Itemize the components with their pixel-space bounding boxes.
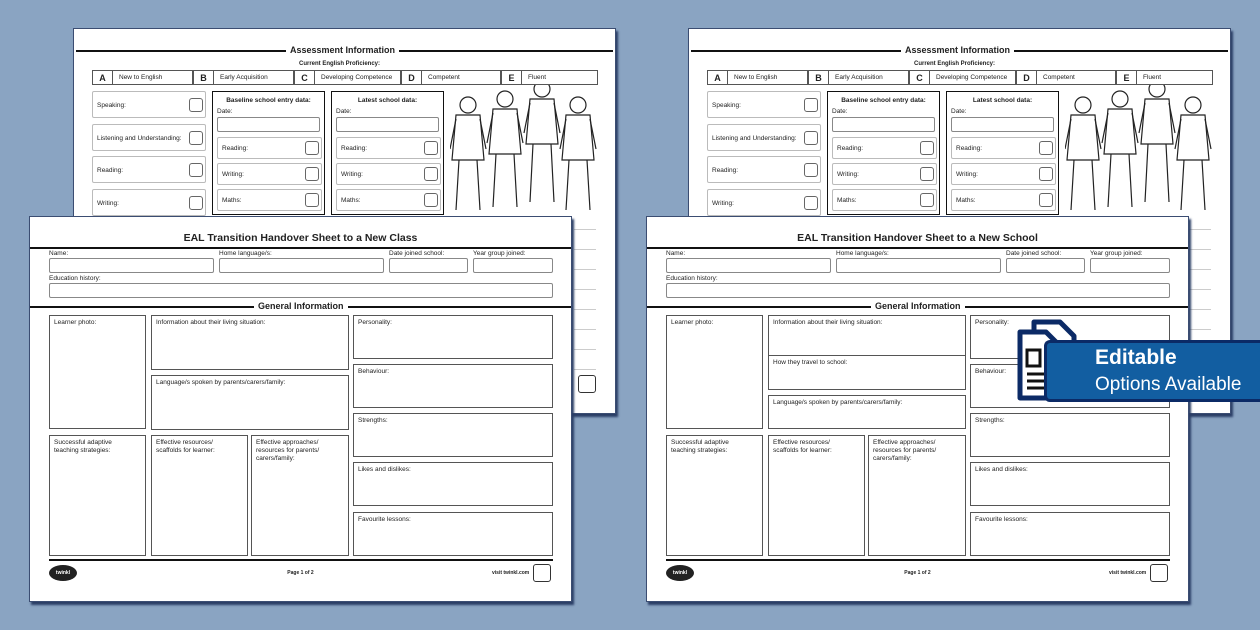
subject-row <box>336 137 441 159</box>
subject-checkbox[interactable] <box>305 193 319 207</box>
baseline-data-box <box>827 91 940 215</box>
right-box[interactable] <box>353 462 553 506</box>
proficiency-label: Current English Proficiency: <box>914 61 996 67</box>
field-input[interactable] <box>1090 258 1170 273</box>
middle-box[interactable] <box>151 315 349 370</box>
field-input[interactable] <box>836 258 1001 273</box>
subject-row <box>951 163 1056 185</box>
bottom-box-label: Successful adaptive teaching strategies: <box>54 439 112 454</box>
level-label: New to English <box>119 74 163 81</box>
bottom-box[interactable] <box>768 435 865 556</box>
level-letter: A <box>708 71 728 84</box>
level-label: New to English <box>734 74 778 81</box>
subject-label: Maths: <box>222 197 242 204</box>
subject-label: Maths: <box>341 197 361 204</box>
children-illustration <box>450 85 600 217</box>
field-label: Date joined school: <box>389 250 445 257</box>
level-label: Early Acquisition <box>220 74 268 81</box>
subject-checkbox[interactable] <box>1039 141 1053 155</box>
date-input[interactable] <box>217 117 320 132</box>
education-history-input[interactable] <box>666 283 1170 298</box>
level-letter: E <box>1117 71 1137 84</box>
subject-checkbox[interactable] <box>920 141 934 155</box>
proficiency-level <box>1116 70 1213 85</box>
handover-sheet <box>29 216 572 602</box>
date-label: Date: <box>832 108 848 115</box>
proficiency-label: Current English Proficiency: <box>299 61 381 67</box>
twinkl-logo: twinkl <box>666 565 694 581</box>
subject-row <box>336 189 441 211</box>
right-box[interactable] <box>353 315 553 359</box>
twinkl-seal <box>578 375 596 393</box>
subject-row <box>217 189 322 211</box>
middle-box-label: Language/s spoken by parents/carers/family: <box>156 379 286 386</box>
handover-sheet <box>646 216 1189 602</box>
subject-label: Reading: <box>956 145 983 152</box>
assessment-heading: Assessment Information <box>901 45 1014 55</box>
general-information-heading: General Information <box>871 301 965 311</box>
editable-options-badge[interactable] <box>1044 340 1260 402</box>
middle-box-label: How they travel to school: <box>773 359 848 366</box>
subject-label: Writing: <box>837 171 859 178</box>
proficiency-level <box>808 70 909 85</box>
field-input[interactable] <box>1006 258 1085 273</box>
children-illustration <box>1065 85 1215 217</box>
latest-data-box <box>331 91 444 215</box>
date-label: Date: <box>217 108 233 115</box>
skill-label: Writing: <box>97 200 119 207</box>
middle-box[interactable] <box>768 395 966 429</box>
date-label: Date: <box>951 108 967 115</box>
badge-line1: Editable <box>1095 346 1177 369</box>
proficiency-level <box>401 70 501 85</box>
date-label: Date: <box>336 108 352 115</box>
right-box-label: Favourite lessons: <box>975 516 1028 523</box>
date-input[interactable] <box>951 117 1054 132</box>
right-box-label: Strengths: <box>975 417 1005 424</box>
writing-line <box>1189 249 1211 250</box>
field-input[interactable] <box>473 258 553 273</box>
skill-row <box>92 156 206 183</box>
baseline-data-box <box>212 91 325 215</box>
bottom-box-label: Successful adaptive teaching strategies: <box>671 439 729 454</box>
learner-photo-box-label: Learner photo: <box>671 319 714 326</box>
skill-label: Speaking: <box>712 102 741 109</box>
proficiency-level <box>294 70 401 85</box>
middle-box-label: Information about their living situation: <box>156 319 266 326</box>
skill-checkbox[interactable] <box>804 163 818 177</box>
writing-line <box>574 269 596 270</box>
subject-checkbox[interactable] <box>920 193 934 207</box>
bottom-box[interactable] <box>868 435 966 556</box>
right-box-label: Behaviour: <box>975 368 1007 375</box>
page-number: Page 1 of 2 <box>904 570 931 576</box>
subject-label: Reading: <box>837 145 864 152</box>
subject-label: Maths: <box>956 197 976 204</box>
field-label: Name: <box>666 250 686 257</box>
bottom-box-label: Effective resources/ scaffolds for learner: <box>156 439 215 454</box>
bottom-box-label: Effective approaches/ resources for parents/ carers/family: <box>873 439 937 462</box>
footer-rule <box>666 559 1170 561</box>
subject-checkbox[interactable] <box>305 141 319 155</box>
subject-checkbox[interactable] <box>1039 167 1053 181</box>
field-input[interactable] <box>219 258 384 273</box>
right-box[interactable] <box>353 512 553 556</box>
field-input[interactable] <box>389 258 468 273</box>
proficiency-level <box>707 70 808 85</box>
level-label: Early Acquisition <box>835 74 883 81</box>
skill-checkbox[interactable] <box>804 98 818 112</box>
education-history-label: Education history: <box>49 275 101 282</box>
general-information-heading: General Information <box>254 301 348 311</box>
site-link[interactable]: visit twinkl.com <box>1109 570 1147 576</box>
skill-label: Listening and Understanding: <box>97 135 182 142</box>
writing-line <box>574 349 596 350</box>
right-box-label: Personality: <box>975 319 1009 326</box>
field-input[interactable] <box>49 258 214 273</box>
skill-label: Reading: <box>97 167 124 174</box>
level-letter: C <box>295 71 315 84</box>
education-history-label: Education history: <box>666 275 718 282</box>
subject-label: Writing: <box>341 171 363 178</box>
field-label: Year group joined: <box>473 250 526 257</box>
twinkl-seal <box>1150 564 1168 582</box>
writing-line <box>1189 269 1211 270</box>
date-input[interactable] <box>832 117 935 132</box>
subject-label: Writing: <box>956 171 978 178</box>
badge-line2: Options Available <box>1095 374 1242 395</box>
level-letter: E <box>502 71 522 84</box>
field-input[interactable] <box>666 258 831 273</box>
sheet-title: EAL Transition Handover Sheet to a New School <box>797 232 1038 244</box>
level-label: Developing Competence <box>936 74 1008 81</box>
skill-checkbox[interactable] <box>189 163 203 177</box>
proficiency-level <box>193 70 294 85</box>
subject-row <box>217 137 322 159</box>
bottom-box-label: Effective resources/ scaffolds for learner: <box>773 439 832 454</box>
subject-row <box>832 137 937 159</box>
level-letter: B <box>194 71 214 84</box>
title-rule <box>647 247 1188 249</box>
level-label: Fluent <box>1143 74 1162 81</box>
right-box-label: Personality: <box>358 319 392 326</box>
skill-label: Reading: <box>712 167 739 174</box>
middle-box[interactable] <box>768 315 966 357</box>
right-box-label: Strengths: <box>358 417 388 424</box>
field-label: Date joined school: <box>1006 250 1062 257</box>
date-input[interactable] <box>336 117 439 132</box>
level-label: Competent <box>428 74 460 81</box>
level-letter: D <box>402 71 422 84</box>
writing-line <box>1189 289 1211 290</box>
learner-photo-box-label: Learner photo: <box>54 319 97 326</box>
footer-rule <box>49 559 553 561</box>
proficiency-level <box>1016 70 1116 85</box>
skill-checkbox[interactable] <box>189 98 203 112</box>
subject-label: Writing: <box>222 171 244 178</box>
baseline-data-title: Baseline school entry data: <box>226 97 311 104</box>
skill-checkbox[interactable] <box>804 131 818 145</box>
right-box[interactable] <box>353 364 553 408</box>
twinkl-logo: twinkl <box>49 565 77 581</box>
subject-row <box>217 163 322 185</box>
bottom-box[interactable] <box>251 435 349 556</box>
skill-row <box>707 124 821 151</box>
subject-row <box>951 189 1056 211</box>
writing-line <box>574 369 596 370</box>
latest-data-title: Latest school data: <box>357 97 418 104</box>
right-box[interactable] <box>970 413 1170 457</box>
skill-row <box>707 156 821 183</box>
field-label: Home language/s: <box>836 250 889 257</box>
level-letter: D <box>1017 71 1037 84</box>
bottom-box[interactable] <box>151 435 248 556</box>
field-label: Year group joined: <box>1090 250 1143 257</box>
field-label: Home language/s: <box>219 250 272 257</box>
level-letter: C <box>910 71 930 84</box>
level-label: Developing Competence <box>321 74 393 81</box>
assessment-heading: Assessment Information <box>286 45 399 55</box>
right-box-label: Likes and dislikes: <box>358 466 411 473</box>
bottom-box[interactable] <box>49 435 146 556</box>
sheet-title: EAL Transition Handover Sheet to a New Class <box>183 232 418 244</box>
skill-checkbox[interactable] <box>804 196 818 210</box>
middle-box[interactable] <box>768 355 966 390</box>
subject-checkbox[interactable] <box>1039 193 1053 207</box>
subject-checkbox[interactable] <box>920 167 934 181</box>
writing-line <box>1189 309 1211 310</box>
field-label: Name: <box>49 250 69 257</box>
latest-data-box <box>946 91 1059 215</box>
baseline-data-title: Baseline school entry data: <box>841 97 926 104</box>
subject-label: Maths: <box>837 197 857 204</box>
proficiency-level <box>501 70 598 85</box>
writing-line <box>1189 229 1211 230</box>
skill-label: Speaking: <box>97 102 126 109</box>
level-letter: B <box>809 71 829 84</box>
subject-checkbox[interactable] <box>305 167 319 181</box>
skill-label: Listening and Understanding: <box>712 135 797 142</box>
writing-line <box>574 289 596 290</box>
middle-box-label: Language/s spoken by parents/carers/family: <box>773 399 903 406</box>
page-number: Page 1 of 2 <box>287 570 314 576</box>
proficiency-level <box>909 70 1016 85</box>
right-box-label: Behaviour: <box>358 368 390 375</box>
latest-data-title: Latest school data: <box>972 97 1033 104</box>
subject-checkbox[interactable] <box>424 193 438 207</box>
subject-row <box>832 189 937 211</box>
skill-row <box>707 91 821 118</box>
skill-row <box>707 189 821 216</box>
subject-row <box>951 137 1056 159</box>
right-box[interactable] <box>970 512 1170 556</box>
right-box-label: Likes and dislikes: <box>975 466 1028 473</box>
bottom-box-label: Effective approaches/ resources for parents/ carers/family: <box>256 439 320 462</box>
twinkl-seal <box>533 564 551 582</box>
skill-row <box>92 189 206 216</box>
writing-line <box>574 229 596 230</box>
site-link[interactable]: visit twinkl.com <box>492 570 530 576</box>
writing-line <box>574 249 596 250</box>
level-label: Fluent <box>528 74 547 81</box>
learner-photo-box[interactable] <box>666 315 763 429</box>
right-box[interactable] <box>353 413 553 457</box>
subject-checkbox[interactable] <box>424 167 438 181</box>
right-box-label: Favourite lessons: <box>358 516 411 523</box>
skill-checkbox[interactable] <box>189 196 203 210</box>
writing-line <box>574 329 596 330</box>
writing-line <box>1189 329 1211 330</box>
learner-photo-box[interactable] <box>49 315 146 429</box>
subject-checkbox[interactable] <box>424 141 438 155</box>
writing-line <box>574 309 596 310</box>
education-history-input[interactable] <box>49 283 553 298</box>
subject-label: Reading: <box>222 145 249 152</box>
skill-row <box>92 124 206 151</box>
skill-row <box>92 91 206 118</box>
middle-box[interactable] <box>151 375 349 430</box>
skill-label: Writing: <box>712 200 734 207</box>
bottom-box[interactable] <box>666 435 763 556</box>
subject-row <box>336 163 441 185</box>
proficiency-level <box>92 70 193 85</box>
level-label: Competent <box>1043 74 1075 81</box>
level-letter: A <box>93 71 113 84</box>
title-rule <box>30 247 571 249</box>
subject-label: Reading: <box>341 145 368 152</box>
subject-row <box>832 163 937 185</box>
skill-checkbox[interactable] <box>189 131 203 145</box>
middle-box-label: Information about their living situation: <box>773 319 883 326</box>
right-box[interactable] <box>970 462 1170 506</box>
